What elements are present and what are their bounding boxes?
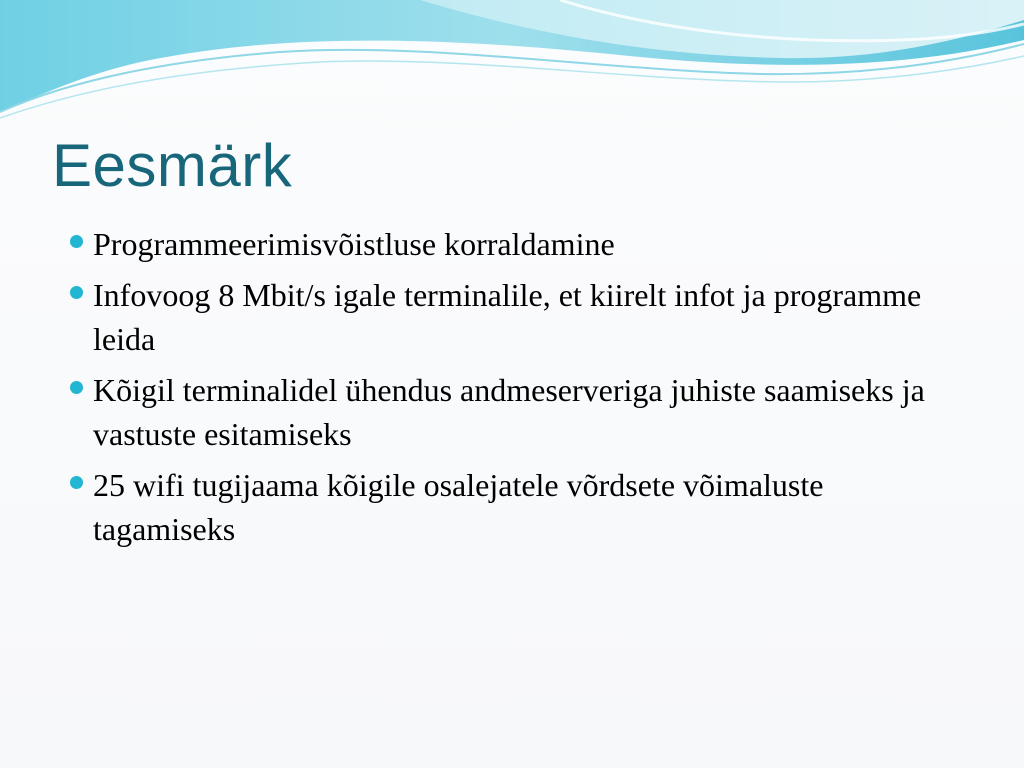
bullet-item (70, 273, 970, 361)
bullet-item (70, 222, 970, 266)
bullet-text: Kõigil terminalidel ühendus andmeserveriga juhiste saamiseks ja vastuste esitamiseks (93, 372, 925, 452)
bullet-text: Programmeerimisvõistluse korraldamine (93, 226, 615, 262)
bullet-text: Infovoog 8 Mbit/s igale terminalile, et kiirelt infot ja programme leida (93, 277, 922, 357)
bullet-dot-icon (70, 476, 83, 489)
bullet-dot-icon (70, 286, 83, 299)
bullet-item (70, 463, 970, 551)
bullet-dot-icon (70, 381, 83, 394)
slide-title: Eesmärk (52, 132, 293, 199)
bullet-dot-icon (70, 235, 83, 248)
header-wave-decoration (0, 0, 1024, 130)
bullet-item (70, 368, 970, 456)
bullet-list (70, 222, 970, 558)
bullet-text: 25 wifi tugijaama kõigile osalejatele võrdsete võimaluste tagamiseks (93, 467, 824, 547)
